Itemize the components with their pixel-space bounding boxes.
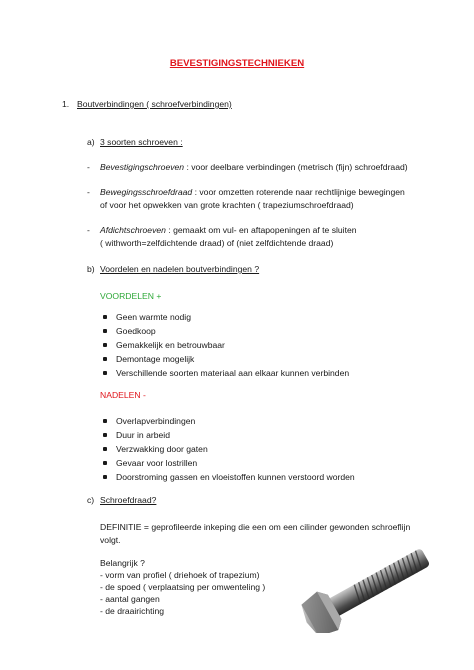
bullet-icon: [103, 475, 107, 479]
nadelen-label: NADELEN -: [100, 390, 146, 400]
document-title: BEVESTIGINGSTECHNIEKEN: [169, 58, 305, 69]
term: Bevestigingschroeven: [100, 162, 185, 172]
bullet-icon: [103, 315, 107, 319]
belangrijk-label: Belangrijk ?: [100, 558, 145, 568]
term: Afdichtschroeven: [100, 225, 166, 235]
term: Bewegingsschroefdraad: [100, 187, 193, 197]
nadeel-item: Doorstroming gassen en vloeistoffen kunnen verstoord worden: [116, 472, 355, 482]
nadeel-item: Verzwakking door gaten: [116, 444, 208, 454]
bullet-icon: [103, 329, 107, 333]
bullet-icon: [103, 447, 107, 451]
nadeel-item: Duur in arbeid: [116, 430, 170, 440]
nadeel-item: Overlapverbindingen: [116, 416, 196, 426]
belangrijk-item: - aantal gangen: [100, 594, 160, 604]
belangrijk-item: - de spoed ( verplaatsing per omwenteling ): [100, 582, 266, 592]
voordeel-item: Demontage mogelijk: [116, 354, 195, 364]
description: : gemaakt om vul- en aftapopeningen af te sluiten: [165, 225, 357, 235]
bullet-icon: [103, 371, 107, 375]
subsection-a-label: a): [87, 137, 95, 147]
bullet-icon: [103, 419, 107, 423]
subsection-c-heading: Schroefdraad?: [100, 495, 157, 505]
bullet-icon: [103, 433, 107, 437]
bullet-icon: [103, 343, 107, 347]
description: : voor omzetten roterende naar rechtlijnige bewegingen: [192, 187, 405, 197]
subsection-b-heading: Voordelen en nadelen boutverbindingen ?: [100, 264, 260, 274]
voordeel-item: Geen warmte nodig: [116, 312, 191, 322]
voordeel-item: Goedkoop: [116, 326, 156, 336]
description-continued: of voor het opwekken van grote krachten ( trapeziumschroefdraad): [100, 200, 354, 210]
voordeel-item: Gemakkelijk en betrouwbaar: [116, 340, 225, 350]
list-item: [100, 187, 405, 198]
definitie-text-continued: volgt.: [100, 535, 121, 545]
nadeel-item: Gevaar voor lostrillen: [116, 458, 198, 468]
bullet-icon: [103, 357, 107, 361]
description: : voor deelbare verbindingen (metrisch (fijn) schroefdraad): [184, 162, 408, 172]
list-dash: -: [87, 187, 90, 197]
list-item: [100, 225, 357, 236]
belangrijk-item: - de draairichting: [100, 606, 165, 616]
list-dash: -: [87, 225, 90, 235]
subsection-c-label: c): [87, 495, 95, 505]
section-heading: Boutverbindingen ( schroefverbindingen): [77, 99, 232, 109]
subsection-b-label: b): [87, 264, 95, 274]
section-number: 1.: [62, 99, 70, 109]
hex-bolt-image: [296, 545, 438, 633]
list-dash: -: [87, 162, 90, 172]
bullet-icon: [103, 461, 107, 465]
voordeel-item: Verschillende soorten materiaal aan elkaar kunnen verbinden: [116, 368, 350, 378]
description-continued: ( withworth=zelfdichtende draad) of (niet zelfdichtende draad): [100, 238, 334, 248]
list-item: [100, 162, 408, 173]
belangrijk-item: - vorm van profiel ( driehoek of trapezium): [100, 570, 260, 580]
voordelen-label: VOORDELEN +: [100, 291, 162, 301]
subsection-a-heading: 3 soorten schroeven :: [100, 137, 183, 147]
definitie-text: DEFINITIE = geprofileerde inkeping die een om een cilinder gewonden schroeflijn: [100, 522, 411, 532]
